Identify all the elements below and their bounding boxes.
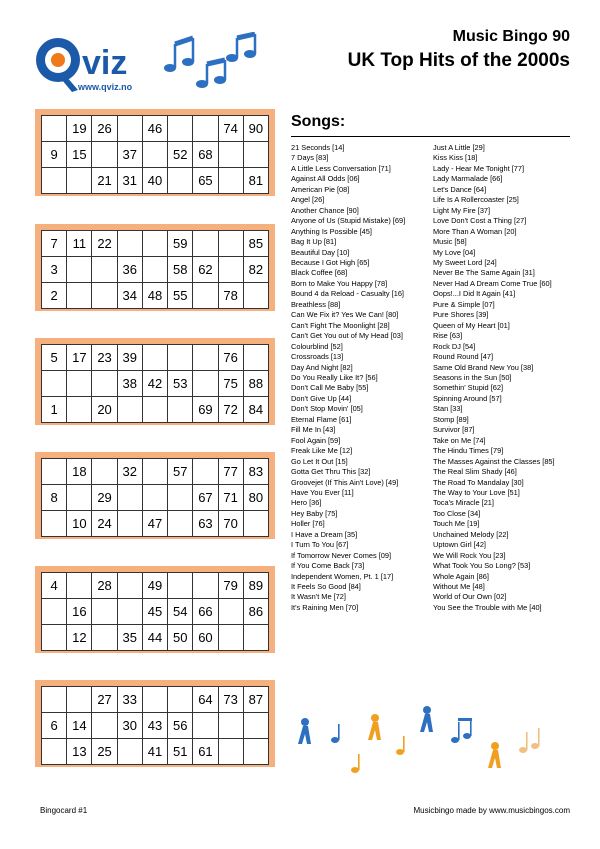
bingo-cell: 31 — [117, 168, 142, 194]
bingo-cell: 8 — [42, 485, 67, 511]
bingo-cell: 58 — [168, 257, 193, 283]
bingo-cell — [218, 599, 243, 625]
bingo-cell — [218, 713, 243, 739]
bingo-row — [42, 283, 269, 309]
bingo-cell: 78 — [218, 283, 243, 309]
song-item: A Little Less Conversation [71] — [291, 163, 391, 173]
song-item: Same Old Brand New You [38] — [433, 362, 534, 372]
bingo-cell — [92, 599, 117, 625]
bingo-cell: 21 — [92, 168, 117, 194]
bingo-cell: 82 — [243, 257, 268, 283]
bingo-cell: 12 — [67, 625, 92, 651]
bingo-cell — [92, 713, 117, 739]
song-item: Black Coffee [68] — [291, 268, 348, 278]
bingo-card — [35, 452, 275, 539]
song-item: Bag It Up [81] — [291, 237, 337, 247]
song-item: I Turn To You [67] — [291, 540, 349, 550]
song-item: Independent Women, Pt. 1 [17] — [291, 571, 394, 581]
bingo-cell — [193, 459, 218, 485]
bingo-cell: 83 — [243, 459, 268, 485]
bingo-cell: 25 — [92, 739, 117, 765]
bingo-cell: 3 — [42, 257, 67, 283]
bingo-cell: 65 — [193, 168, 218, 194]
bingo-cell: 80 — [243, 485, 268, 511]
bingocard-number: Bingocard #1 — [40, 806, 88, 815]
bingo-row — [42, 371, 269, 397]
song-item: Life Is A Rollercoaster [25] — [433, 195, 519, 205]
bingo-cell — [67, 687, 92, 713]
bingo-grid — [41, 344, 269, 423]
bingo-cell: 73 — [218, 687, 243, 713]
bingo-cell: 47 — [142, 511, 167, 537]
song-item: Round Round [47] — [433, 352, 493, 362]
song-item: Just A Little [29] — [433, 143, 485, 152]
bingo-cell: 10 — [67, 511, 92, 537]
song-item: Whole Again [86] — [433, 571, 489, 581]
song-item: Kiss Kiss [18] — [433, 153, 478, 163]
songs-divider — [291, 136, 570, 137]
bingo-cell — [67, 573, 92, 599]
bingo-cell: 36 — [117, 257, 142, 283]
bingo-cell: 29 — [92, 485, 117, 511]
bingo-cell — [67, 485, 92, 511]
song-item: Day And Night [82] — [291, 362, 353, 372]
song-item: If Tomorrow Never Comes [09] — [291, 550, 392, 560]
song-item: Don't Give Up [44] — [291, 393, 352, 403]
bingo-cell: 4 — [42, 573, 67, 599]
song-item: Stomp [89] — [433, 414, 469, 424]
song-item: Hero [36] — [291, 498, 322, 508]
bingo-cell: 9 — [42, 142, 67, 168]
bingo-cell — [42, 459, 67, 485]
bingo-cell — [193, 345, 218, 371]
bingo-cell — [193, 713, 218, 739]
bingo-cell: 17 — [67, 345, 92, 371]
bingo-cell — [92, 283, 117, 309]
footer-credit: Musicbingo made by www.musicbingos.com — [413, 806, 570, 815]
bingo-card — [35, 109, 275, 196]
bingo-cell: 38 — [117, 371, 142, 397]
song-item: Angel [26] — [291, 195, 325, 205]
song-item: Rock DJ [54] — [433, 341, 476, 351]
bingo-cell — [117, 397, 142, 423]
bingo-cell — [218, 257, 243, 283]
bingo-cell — [168, 345, 193, 371]
song-item: More Than A Woman [20] — [433, 226, 517, 236]
song-item: Bound 4 da Reload - Casualty [16] — [291, 289, 404, 299]
song-item: Light My Fire [37] — [433, 205, 491, 215]
bingo-grid — [41, 230, 269, 309]
bingo-cell: 50 — [168, 625, 193, 651]
bingo-row — [42, 485, 269, 511]
bingo-cell — [193, 573, 218, 599]
bingo-cell — [67, 371, 92, 397]
bingo-row — [42, 687, 269, 713]
song-item: Stan [33] — [433, 404, 463, 414]
bingo-cell: 7 — [42, 231, 67, 257]
bingo-row — [42, 573, 269, 599]
bingo-cell — [168, 116, 193, 142]
song-item: Take on Me [74] — [433, 435, 486, 445]
bingo-cell: 77 — [218, 459, 243, 485]
bingo-cell — [243, 283, 268, 309]
song-item: Beautiful Day [10] — [291, 247, 350, 257]
bingo-card — [35, 680, 275, 767]
bingo-cell: 15 — [67, 142, 92, 168]
bingo-cell — [243, 739, 268, 765]
bingo-cell: 43 — [142, 713, 167, 739]
bingo-card — [35, 224, 275, 311]
bingo-grid — [41, 458, 269, 537]
bingo-cell: 6 — [42, 713, 67, 739]
bingo-cell: 89 — [243, 573, 268, 599]
bingo-cell: 75 — [218, 371, 243, 397]
bingo-cell — [42, 116, 67, 142]
bingo-cell: 52 — [168, 142, 193, 168]
bingo-cell: 26 — [92, 116, 117, 142]
bingo-cell — [92, 459, 117, 485]
bingo-card — [35, 338, 275, 425]
song-item: Another Chance [90] — [291, 205, 359, 215]
song-item: Have You Ever [11] — [291, 487, 354, 497]
song-item: Seasons in the Sun [50] — [433, 372, 512, 382]
song-item: Music [58] — [433, 237, 467, 247]
bingo-cell: 45 — [142, 599, 167, 625]
bingo-cell: 16 — [67, 599, 92, 625]
bingo-cell: 56 — [168, 713, 193, 739]
song-item: Queen of My Heart [01] — [433, 320, 510, 330]
song-item: It's Raining Men [70] — [291, 602, 359, 612]
song-item: Can't Get You out of My Head [03] — [291, 331, 403, 341]
bingo-cell: 1 — [42, 397, 67, 423]
bingo-cell — [142, 485, 167, 511]
song-item: Can We Fix it? Yes We Can! [80] — [291, 310, 399, 320]
bingo-cell: 67 — [193, 485, 218, 511]
song-item: My Love [04] — [433, 247, 476, 257]
bingo-cell: 22 — [92, 231, 117, 257]
song-item: World of Our Own [02] — [433, 592, 507, 602]
song-item: Uptown Girl [42] — [433, 540, 486, 550]
bingo-cell — [67, 168, 92, 194]
bingo-cell: 5 — [42, 345, 67, 371]
song-item: Anyone of Us (Stupid Mistake) [69] — [291, 216, 406, 226]
bingo-cell: 19 — [67, 116, 92, 142]
song-item: Can't Fight The Moonlight [28] — [291, 320, 390, 330]
bingo-cell: 37 — [117, 142, 142, 168]
bingo-cell: 46 — [142, 116, 167, 142]
song-item: Breathless [88] — [291, 299, 341, 309]
bingo-cell — [168, 511, 193, 537]
bingo-cell: 84 — [243, 397, 268, 423]
song-item: Love Don't Cost a Thing [27] — [433, 216, 527, 226]
bingo-cell — [243, 713, 268, 739]
bingo-cell: 28 — [92, 573, 117, 599]
bingo-grid — [41, 686, 269, 765]
qviz-logo — [30, 30, 150, 105]
song-item: The Masses Against the Classes [85] — [433, 456, 555, 466]
bingo-cell: 55 — [168, 283, 193, 309]
song-item: Go Let It Out [15] — [291, 456, 348, 466]
bingo-cell: 32 — [117, 459, 142, 485]
bingo-row — [42, 397, 269, 423]
svg-text:viz: viz — [82, 44, 128, 82]
bingo-row — [42, 511, 269, 537]
bingo-cell — [42, 371, 67, 397]
bingo-cell: 60 — [193, 625, 218, 651]
bingo-cell — [142, 687, 167, 713]
song-item: Against All Odds [06] — [291, 174, 360, 184]
bingo-row — [42, 625, 269, 651]
bingo-cell: 54 — [168, 599, 193, 625]
bingo-cell — [42, 687, 67, 713]
bingo-cell — [42, 739, 67, 765]
songs-column-1 — [291, 143, 405, 613]
song-item: The Hindu Times [79] — [433, 446, 504, 456]
page-title: UK Top Hits of the 2000s — [347, 50, 570, 71]
song-item: Spinning Around [57] — [433, 393, 502, 403]
song-item: You See the Trouble with Me [40] — [433, 602, 542, 612]
bingo-grid — [41, 115, 269, 194]
song-item: Anything Is Possible [45] — [291, 226, 372, 236]
bingo-cell — [92, 257, 117, 283]
bingo-cell: 23 — [92, 345, 117, 371]
bingo-cell: 69 — [193, 397, 218, 423]
bingo-row — [42, 713, 269, 739]
bingo-cell — [142, 231, 167, 257]
bingo-title: Music Bingo 90 — [452, 28, 570, 45]
song-item: 21 Seconds [14] — [291, 143, 345, 152]
bingo-cell: 90 — [243, 116, 268, 142]
bingo-row — [42, 142, 269, 168]
bingo-cell: 86 — [243, 599, 268, 625]
song-item: Oops!...I Did It Again [41] — [433, 289, 516, 299]
songs-heading: Songs: — [291, 113, 346, 130]
song-item: Let's Dance [64] — [433, 184, 487, 194]
song-item: Don't Stop Movin' [05] — [291, 404, 363, 414]
bingo-cell: 42 — [142, 371, 167, 397]
bingo-cell — [243, 345, 268, 371]
song-item: Because I Got High [65] — [291, 257, 370, 267]
song-item: Eternal Flame [61] — [291, 414, 352, 424]
song-item: Toca's Miracle [21] — [433, 498, 494, 508]
song-item: Colourblind [52] — [291, 341, 343, 351]
song-item: Hey Baby [75] — [291, 508, 338, 518]
bingo-row — [42, 168, 269, 194]
bingo-cell — [218, 739, 243, 765]
bingo-cell: 24 — [92, 511, 117, 537]
song-item: We Will Rock You [23] — [433, 550, 506, 560]
bingo-cell — [218, 231, 243, 257]
logo-text — [30, 30, 32, 31]
bingo-cell — [218, 168, 243, 194]
bingo-cell — [92, 371, 117, 397]
song-item: What Took You So Long? [53] — [433, 561, 531, 571]
song-item: It Feels So Good [84] — [291, 582, 361, 592]
song-item: Pure & Simple [07] — [433, 299, 495, 309]
bingo-cell — [142, 345, 167, 371]
bingo-cell: 13 — [67, 739, 92, 765]
bingo-cell — [117, 573, 142, 599]
bingo-cell: 27 — [92, 687, 117, 713]
bingo-cell: 11 — [67, 231, 92, 257]
bingo-cell — [168, 485, 193, 511]
bingo-cell: 51 — [168, 739, 193, 765]
bingo-cell: 57 — [168, 459, 193, 485]
bingo-cell — [142, 397, 167, 423]
song-item: American Pie [08] — [291, 184, 350, 194]
bingo-cell: 79 — [218, 573, 243, 599]
song-item: Without Me [48] — [433, 582, 485, 592]
bingo-cell — [42, 625, 67, 651]
song-item: Too Close [34] — [433, 508, 481, 518]
bingo-cell: 62 — [193, 257, 218, 283]
bingo-cell: 64 — [193, 687, 218, 713]
bingo-cell — [142, 142, 167, 168]
song-item: Don't Call Me Baby [55] — [291, 383, 369, 393]
bingo-cell — [168, 687, 193, 713]
song-item: Fool Again [59] — [291, 435, 341, 445]
bingo-cell: 87 — [243, 687, 268, 713]
songs-column-2 — [433, 143, 555, 613]
bingo-cell — [193, 116, 218, 142]
bingo-row — [42, 345, 269, 371]
bingo-cell: 48 — [142, 283, 167, 309]
bingo-cell: 53 — [168, 371, 193, 397]
bingo-cell: 41 — [142, 739, 167, 765]
logo-url: www.qviz.no — [78, 82, 133, 92]
bingo-cell: 40 — [142, 168, 167, 194]
song-item: Fill Me In [43] — [291, 425, 336, 435]
bingo-row — [42, 116, 269, 142]
bingo-cell: 70 — [218, 511, 243, 537]
bingo-cell — [193, 371, 218, 397]
bingo-cell: 30 — [117, 713, 142, 739]
bingo-cell: 39 — [117, 345, 142, 371]
song-item: 7 Days [83] — [291, 153, 329, 163]
bingo-row — [42, 231, 269, 257]
bingo-cell: 76 — [218, 345, 243, 371]
song-item: Groovejet (If This Ain't Love) [49] — [291, 477, 399, 487]
song-item: Gotta Get Thru This [32] — [291, 467, 371, 477]
bingo-row — [42, 459, 269, 485]
bingo-cell: 71 — [218, 485, 243, 511]
bingo-cell — [193, 283, 218, 309]
song-item: The Way to Your Love [51] — [433, 487, 520, 497]
song-item: Never Had A Dream Come True [60] — [433, 278, 552, 288]
bingo-cell: 88 — [243, 371, 268, 397]
bingo-cell: 59 — [168, 231, 193, 257]
song-item: Never Be The Same Again [31] — [433, 268, 535, 278]
song-item: I Have a Dream [35] — [291, 529, 358, 539]
song-item: Do You Really Like It? [56] — [291, 372, 378, 382]
bingo-cell — [117, 231, 142, 257]
song-item: Born to Make You Happy [78] — [291, 278, 388, 288]
song-item: Pure Shores [39] — [433, 310, 489, 320]
bingo-cell — [92, 142, 117, 168]
bingo-row — [42, 739, 269, 765]
bingo-cell — [42, 168, 67, 194]
bingo-cell: 66 — [193, 599, 218, 625]
bingo-cell: 44 — [142, 625, 167, 651]
song-item: Somethin' Stupid [62] — [433, 383, 504, 393]
bingo-cell — [243, 625, 268, 651]
bingo-cell — [117, 116, 142, 142]
bingo-cell: 68 — [193, 142, 218, 168]
bingo-cell: 49 — [142, 573, 167, 599]
bingo-cell: 33 — [117, 687, 142, 713]
bingo-cell — [168, 168, 193, 194]
bingo-card — [35, 566, 275, 653]
bingo-cell — [142, 257, 167, 283]
song-item: The Road To Mandalay [30] — [433, 477, 524, 487]
dancing-people-icon — [295, 700, 555, 780]
bingo-cell: 35 — [117, 625, 142, 651]
bingo-cell — [42, 511, 67, 537]
bingo-cell: 63 — [193, 511, 218, 537]
bingo-cell — [218, 142, 243, 168]
song-item: Holler [76] — [291, 519, 325, 529]
bingo-cell — [67, 283, 92, 309]
bingo-cell — [42, 599, 67, 625]
bingo-cell — [92, 625, 117, 651]
bingo-cell — [67, 397, 92, 423]
bingo-cell: 74 — [218, 116, 243, 142]
bingo-grid — [41, 572, 269, 651]
bingo-cell: 18 — [67, 459, 92, 485]
bingo-cell: 81 — [243, 168, 268, 194]
bingo-cell — [117, 485, 142, 511]
song-item: Freak Like Me [12] — [291, 446, 353, 456]
bingo-cell: 85 — [243, 231, 268, 257]
bingo-row — [42, 599, 269, 625]
song-item: Rise [63] — [433, 331, 463, 341]
song-item: Survivor [87] — [433, 425, 475, 435]
bingo-cell — [117, 511, 142, 537]
song-item: Touch Me [19] — [433, 519, 480, 529]
bingo-cell: 34 — [117, 283, 142, 309]
bingo-cell: 14 — [67, 713, 92, 739]
song-item: Lady - Hear Me Tonight [77] — [433, 163, 525, 173]
bingo-cell — [67, 257, 92, 283]
bingo-row — [42, 257, 269, 283]
song-item: The Real Slim Shady [46] — [433, 467, 517, 477]
bingo-cell — [117, 739, 142, 765]
bingo-cell: 20 — [92, 397, 117, 423]
song-item: My Sweet Lord [24] — [433, 257, 497, 267]
bingo-cell — [193, 231, 218, 257]
bingo-cell — [168, 397, 193, 423]
bingo-cell — [168, 573, 193, 599]
song-item: Unchained Melody [22] — [433, 529, 509, 539]
song-item: Lady Marmalade [66] — [433, 174, 503, 184]
bingo-cell: 61 — [193, 739, 218, 765]
bingo-cell: 72 — [218, 397, 243, 423]
song-item: It Wasn't Me [72] — [291, 592, 346, 602]
bingo-cell — [243, 142, 268, 168]
bingo-cell — [218, 625, 243, 651]
song-item: Crossroads [13] — [291, 352, 344, 362]
bingo-cell — [117, 599, 142, 625]
bingo-cell — [142, 459, 167, 485]
bingo-cell — [243, 511, 268, 537]
bingo-cell: 2 — [42, 283, 67, 309]
song-item: If You Come Back [73] — [291, 561, 365, 571]
music-notes-icon — [160, 32, 260, 92]
